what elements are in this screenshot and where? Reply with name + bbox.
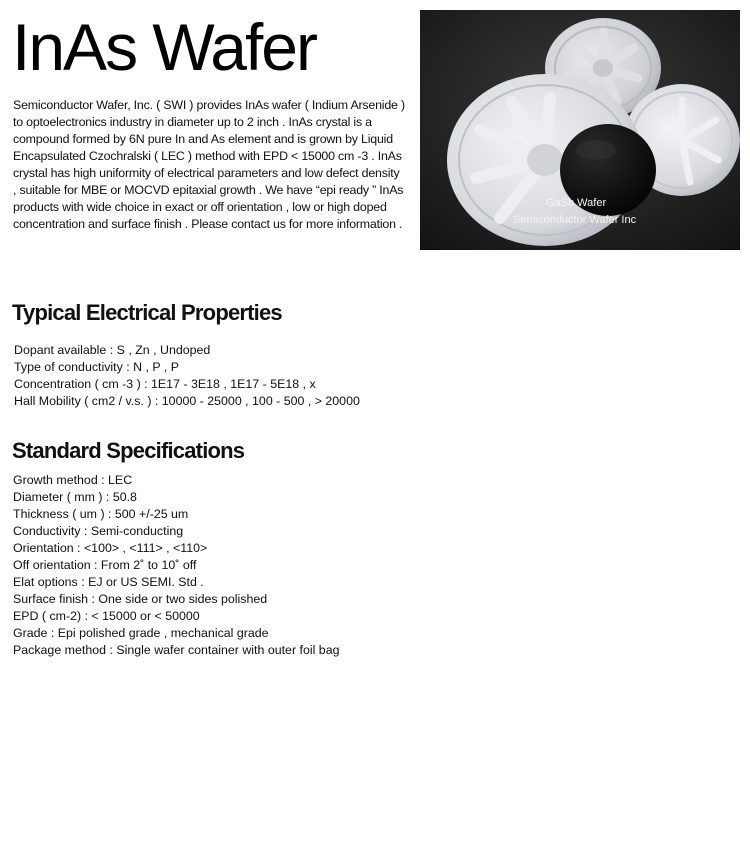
standard-specifications-heading: Standard Specifications	[12, 438, 245, 463]
spec-surface-finish: Surface finish : One side or two sides polished	[13, 592, 268, 606]
photo-caption-line2: Semiconductor Wafer Inc	[513, 214, 637, 226]
spec-off-orientation: Off orientation : From 2˚ to 10˚ off	[13, 558, 197, 572]
electrical-properties-list	[14, 342, 360, 410]
wafer-product-photo	[420, 10, 740, 250]
spec-growth-method: Growth method : LEC	[13, 473, 133, 487]
standard-specifications-list	[13, 472, 339, 659]
intro-paragraph: Semiconductor Wafer, Inc. ( SWI ) provides InAs wafer ( Indium Arsenide ) to optoelectronics industry in diameter up to 2 inch . InAs crystal is a compound formed by 6N pure In and As element and is grown by Liquid Encapsulated Czochralski ( LEC ) method with EPD < 15000 cm -3 . InAs crystal has high uniformity of electrical parameters and low defect density , suitable for MBE or MOCVD epitaxial growth . We have “epi ready ” InAs products with wide choice in exact or off orientation , low or high doped concentration and surface finish . Please contact us for more information .	[13, 98, 405, 231]
spec-package-method: Package method : Single wafer container with outer foil bag	[13, 643, 340, 657]
spec-diameter: Diameter ( mm ) : 50.8	[13, 490, 137, 504]
spec-conductivity: Conductivity : Semi-conducting	[13, 524, 184, 538]
page-title: InAs Wafer	[12, 10, 316, 84]
electrical-properties-heading: Typical Electrical Properties	[12, 300, 282, 325]
spec-grade: Grade : Epi polished grade , mechanical grade	[13, 626, 269, 640]
spec-flat-options: Elat options : EJ or US SEMI. Std .	[13, 575, 204, 589]
property-conductivity-type: Type of conductivity : N , P , P	[14, 360, 180, 374]
spec-orientation: Orientation : <100> , <111> , <110>	[13, 541, 208, 555]
property-dopant: Dopant available : S , Zn , Undoped	[14, 343, 211, 357]
spec-thickness: Thickness ( um ) : 500 +/-25 um	[13, 507, 189, 521]
photo-caption-line1: GaSb Wafer	[546, 197, 607, 209]
spec-epd: EPD ( cm-2) : < 15000 or < 50000	[13, 609, 200, 623]
property-hall-mobility: Hall Mobility ( cm2 / v.s. ) : 10000 - 25000 , 100 - 500 , > 20000	[14, 394, 360, 408]
property-concentration: Concentration ( cm -3 ) : 1E17 - 3E18 , 1E17 - 5E18 , x	[14, 377, 316, 391]
